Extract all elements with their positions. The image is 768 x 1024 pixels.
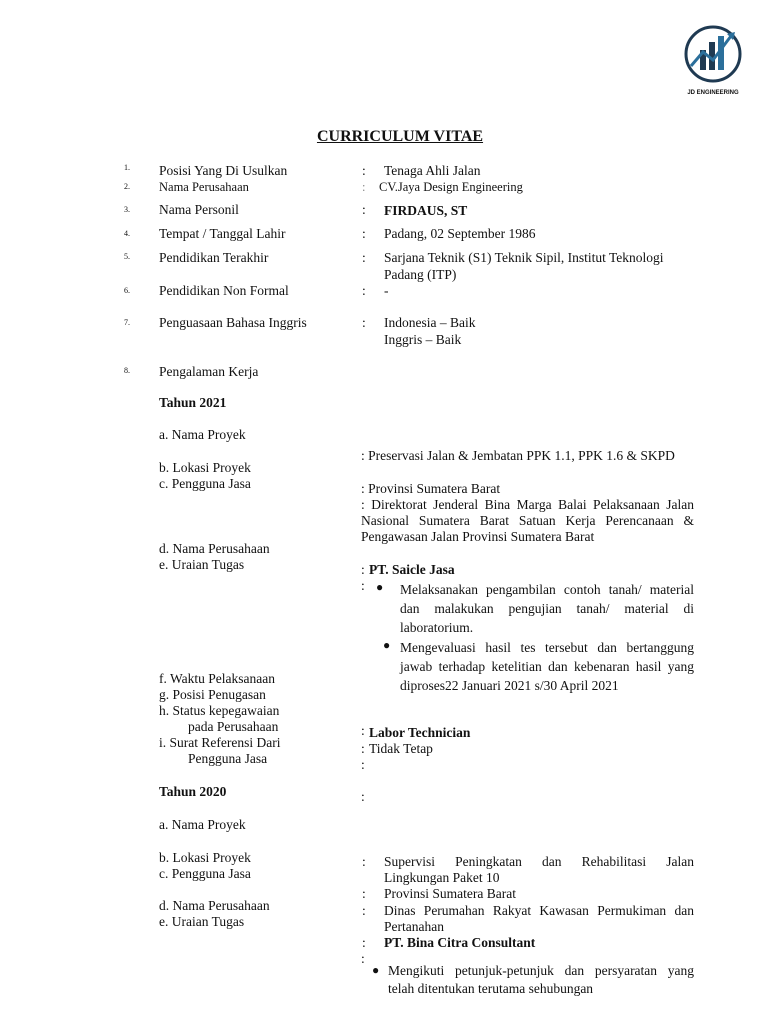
value-colon: : xyxy=(361,562,365,577)
task-bullet: Mengevaluasi hasil tes tersebut dan bertanggung jawab terhadap ketelitian dan kebenaran hasil yang diproses22 Januari 2021 s/30 April 2021 xyxy=(400,640,694,693)
field-number: 8. xyxy=(124,366,130,375)
value-colon: : xyxy=(361,951,365,966)
field-label-ttl: Tempat / Tanggal Lahir xyxy=(159,226,286,241)
field-label-pengalaman: Pengalaman Kerja xyxy=(159,364,259,379)
field-value-nonformal: - xyxy=(384,283,389,298)
field-colon: : xyxy=(362,202,366,217)
bullet-icon: ● xyxy=(372,963,380,977)
label-waktu-pelaksanaan: f. Waktu Pelaksanaan xyxy=(159,671,276,686)
label-nama-perusahaan: d. Nama Perusahaan xyxy=(159,898,270,913)
field-colon: : xyxy=(362,163,366,178)
year-heading-2020: Tahun 2020 xyxy=(159,784,227,799)
label-uraian-tugas: e. Uraian Tugas xyxy=(159,914,245,929)
field-number: 2. xyxy=(124,182,130,191)
label-pengguna-jasa: c. Pengguna Jasa xyxy=(159,476,251,491)
field-colon: : xyxy=(362,315,366,330)
svg-text:JD ENGINEERING: JD ENGINEERING xyxy=(687,90,739,96)
task-bullet: Melaksanakan pengambilan contoh tanah/ material dan malakukan pengujian tanah/ material di laboratorium. xyxy=(400,582,694,635)
field-value-pendidikan: Sarjana Teknik (S1) Teknik Sipil, Institut Teknologi xyxy=(384,250,664,265)
value-posisi-penugasan: Labor Technician xyxy=(369,725,471,740)
field-colon: : xyxy=(362,250,366,265)
field-value-ttl: Padang, 02 September 1986 xyxy=(384,226,536,241)
field-colon: : xyxy=(362,226,366,241)
label-nama-proyek: a. Nama Proyek xyxy=(159,817,246,832)
label-lokasi-proyek: b. Lokasi Proyek xyxy=(159,850,251,865)
value-colon: : xyxy=(361,741,365,756)
field-number: 3. xyxy=(124,205,130,214)
field-label-perusahaan: Nama Perusahaan xyxy=(159,180,249,194)
page-title: CURRICULUM VITAE xyxy=(316,128,484,145)
field-label-personil: Nama Personil xyxy=(159,202,239,217)
label-uraian-tugas: e. Uraian Tugas xyxy=(159,557,245,572)
value-colon: : xyxy=(361,757,365,772)
field-number: 5. xyxy=(124,252,130,261)
year-heading-2021: Tahun 2021 xyxy=(159,395,227,410)
value-pengguna-jasa: Dinas Perumahan Rakyat Kawasan Permukiman dan Pertanahan xyxy=(384,903,694,934)
field-value-perusahaan: CV.Jaya Design Engineering xyxy=(379,180,523,194)
value-colon: : xyxy=(361,789,365,804)
label-nama-perusahaan: d. Nama Perusahaan xyxy=(159,541,270,556)
value-status: Tidak Tetap xyxy=(369,741,433,756)
field-value-personil: FIRDAUS, ST xyxy=(384,203,468,218)
value-nama-perusahaan: PT. Saicle Jasa xyxy=(369,562,455,577)
field-number: 1. xyxy=(124,163,130,172)
value-colon: : xyxy=(362,886,366,901)
value-colon: : xyxy=(361,578,365,593)
value-colon: : xyxy=(362,854,366,869)
field-value-bahasa-cont: Inggris – Baik xyxy=(384,332,462,347)
field-value-posisi: Tenaga Ahli Jalan xyxy=(384,163,481,178)
field-value-pendidikan-cont: Padang (ITP) xyxy=(384,267,457,282)
field-number: 4. xyxy=(124,229,130,238)
value-lokasi-proyek: Provinsi Sumatera Barat xyxy=(384,886,516,901)
field-label-nonformal: Pendidikan Non Formal xyxy=(159,283,289,298)
value-colon: : xyxy=(361,723,365,738)
value-nama-proyek: Supervisi Peningkatan dan Rehabilitasi Jalan Lingkungan Paket 10 xyxy=(384,854,694,885)
value-nama-proyek: : Preservasi Jalan & Jembatan PPK 1.1, PPK 1.6 & SKPD xyxy=(361,448,675,463)
task-bullet: Mengikuti petunjuk-petunjuk dan persyaratan yang telah ditentukan terutama sehubungan xyxy=(388,963,694,996)
bullet-icon: ● xyxy=(383,638,391,652)
value-colon: : xyxy=(362,903,366,918)
field-label-pendidikan: Pendidikan Terakhir xyxy=(159,250,269,265)
label-status-kepegawaian-cont: pada Perusahaan xyxy=(188,719,279,734)
value-pengguna-jasa: : Direktorat Jenderal Bina Marga Balai Pelaksanaan Jalan Nasional Sumatera Barat Satuan Kerja Perencanaan & Pengawasan Jalan Provinsi Sumatera Barat xyxy=(361,497,694,544)
field-label-bahasa: Penguasaan Bahasa Inggris xyxy=(159,315,307,330)
field-number: 7. xyxy=(124,318,130,327)
bullet-icon: ● xyxy=(376,580,384,594)
label-lokasi-proyek: b. Lokasi Proyek xyxy=(159,460,251,475)
field-label-posisi: Posisi Yang Di Usulkan xyxy=(159,163,288,178)
label-pengguna-jasa: c. Pengguna Jasa xyxy=(159,866,251,881)
value-lokasi-proyek: : Provinsi Sumatera Barat xyxy=(361,481,501,496)
label-surat-referensi: i. Surat Referensi Dari xyxy=(159,735,281,750)
field-colon: : xyxy=(362,283,366,298)
field-colon: : xyxy=(362,180,366,194)
value-nama-perusahaan: PT. Bina Citra Consultant xyxy=(384,935,536,950)
label-nama-proyek: a. Nama Proyek xyxy=(159,427,246,442)
field-number: 6. xyxy=(124,286,130,295)
value-colon: : xyxy=(362,935,366,950)
label-posisi-penugasan: g. Posisi Penugasan xyxy=(159,687,266,702)
label-surat-referensi-cont: Pengguna Jasa xyxy=(188,751,268,766)
field-value-bahasa: Indonesia – Baik xyxy=(384,315,476,330)
label-status-kepegawaian: h. Status kepegawaian xyxy=(159,703,280,718)
company-logo xyxy=(683,22,743,98)
